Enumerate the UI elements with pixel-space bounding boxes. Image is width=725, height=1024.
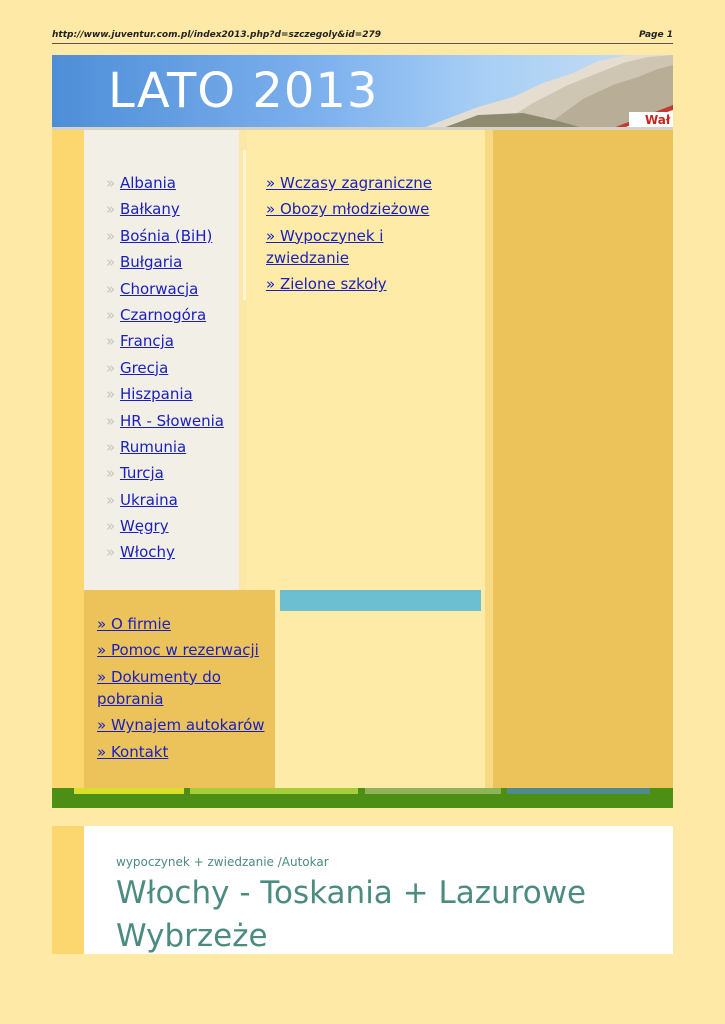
country-item (106, 330, 236, 352)
info-link-o-firmie[interactable]: » O firmie (97, 615, 171, 633)
bullet-marker: » (106, 490, 116, 509)
company-info-panel-edge (275, 590, 280, 788)
country-link-bosnia[interactable]: Bośnia (BiH) (119, 226, 213, 245)
banner-title: LATO 2013 (108, 63, 379, 119)
content-gutter (52, 826, 84, 954)
footer-band (52, 788, 673, 808)
company-info-list (97, 613, 272, 767)
bullet-marker: » (106, 279, 116, 298)
country-list (106, 172, 236, 568)
bullet-marker: » (106, 411, 116, 430)
country-link-bulgaria[interactable]: Bułgaria (119, 253, 183, 272)
footer-segment (190, 788, 358, 794)
print-header-rule (52, 43, 673, 44)
country-item (106, 172, 236, 194)
footer-segment (74, 788, 184, 794)
bullet-marker: » (106, 437, 116, 456)
category-link-zielone-szkoly[interactable]: » Zielone szkoły (266, 275, 387, 294)
info-item (97, 639, 272, 661)
right-sidebar (493, 130, 673, 788)
category-link-wczasy-zagraniczne[interactable]: » Wczasy zagraniczne (266, 174, 433, 192)
info-link-wynajem-autokarow[interactable]: » Wynajem autokarów (97, 716, 265, 735)
country-item (106, 541, 236, 563)
country-link-rumunia[interactable]: Rumunia (119, 437, 187, 456)
category-panel-edge (485, 130, 493, 788)
country-link-balkany[interactable]: Bałkany (119, 200, 180, 219)
info-item (97, 714, 272, 736)
info-link-dokumenty-do-pobrania[interactable]: » Dokumenty do pobrania (97, 667, 221, 708)
category-link-obozy-mlodziezowe[interactable]: » Obozy młodzieżowe (266, 200, 430, 219)
bullet-marker: » (106, 385, 116, 404)
bullet-marker: » (106, 464, 116, 483)
bullet-marker: » (106, 358, 116, 377)
page-title: Włochy - Toskania + Lazurowe Wybrzeże (116, 875, 587, 954)
info-item (97, 666, 272, 710)
country-link-hr-slowenia[interactable]: HR - Słowenia (119, 411, 224, 430)
country-link-ukraina[interactable]: Ukraina (119, 490, 178, 509)
country-link-czarnogora[interactable]: Czarnogóra (119, 305, 207, 324)
banner-badge (629, 112, 673, 128)
info-link-pomoc-w-rezerwacji[interactable]: » Pomoc w rezerwacji (97, 641, 259, 660)
country-link-francja[interactable]: Francja (119, 332, 174, 351)
country-link-albania[interactable]: Albania (119, 174, 176, 192)
category-item (266, 198, 466, 220)
country-item (106, 515, 236, 537)
country-link-turcja[interactable]: Turcja (119, 464, 164, 483)
country-item (106, 278, 236, 300)
bullet-marker: » (106, 332, 116, 351)
country-item (106, 383, 236, 405)
banner-badge-text: Wał (645, 113, 671, 127)
info-link-kontakt[interactable]: » Kontakt (97, 742, 169, 761)
left-gutter (52, 130, 84, 590)
info-item (97, 741, 272, 763)
country-item (106, 489, 236, 511)
print-page-number: Page 1 (638, 30, 673, 40)
footer-segment (507, 788, 650, 794)
category-item (266, 225, 466, 269)
country-link-wlochy[interactable]: Włochy (119, 543, 175, 562)
category-link-wypoczynek-i-zwiedzanie[interactable]: » Wypoczynek i zwiedzanie (266, 226, 384, 267)
country-item (106, 462, 236, 484)
accent-bar (280, 590, 481, 611)
country-item (106, 198, 236, 220)
breadcrumb: wypoczynek + zwiedzanie /Autokar (116, 855, 329, 869)
left-lower-gutter (52, 590, 84, 788)
column-separator-highlight (243, 150, 246, 300)
country-link-hiszpania[interactable]: Hiszpania (119, 385, 193, 404)
country-item (106, 225, 236, 247)
country-item (106, 357, 236, 379)
country-item (106, 436, 236, 458)
category-item (266, 273, 466, 295)
category-list (266, 172, 466, 300)
print-url: http://www.juventur.com.pl/index2013.php?d=szczegoly&id=279 (52, 30, 382, 40)
bullet-marker: » (106, 174, 116, 192)
country-link-chorwacja[interactable]: Chorwacja (119, 279, 199, 298)
bullet-marker: » (106, 305, 116, 324)
country-link-wegry[interactable]: Węgry (119, 517, 169, 536)
category-item (266, 172, 466, 194)
country-link-grecja[interactable]: Grecja (119, 358, 169, 377)
country-item (106, 251, 236, 273)
bullet-marker: » (106, 253, 116, 272)
bullet-marker: » (106, 543, 116, 562)
info-item (97, 613, 272, 635)
country-item (106, 304, 236, 326)
bullet-marker: » (106, 200, 116, 219)
site-banner (52, 55, 673, 128)
bullet-marker: » (106, 226, 116, 245)
country-item (106, 410, 236, 432)
footer-segment (365, 788, 501, 794)
bullet-marker: » (106, 517, 116, 536)
